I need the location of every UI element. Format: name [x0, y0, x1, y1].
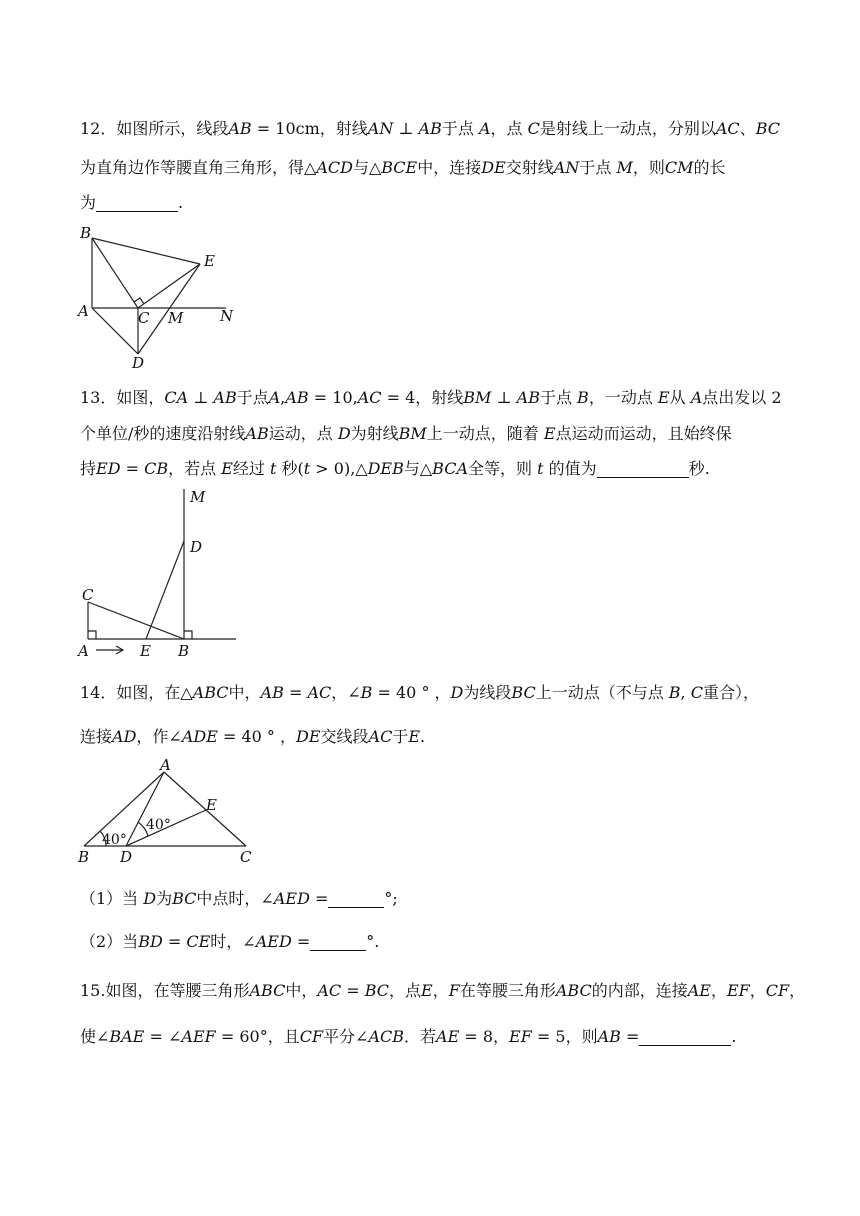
q13-line-3: 持ED = CB，若点 E经过 t 秒(t > 0),△DEB与△BCA全等，则 t 的值为 秒.: [80, 459, 710, 478]
q12-answer-blank[interactable]: [96, 195, 178, 212]
q14-line-2: 连接AD，作∠ADE = 40 ° ，DE交线段AC于E.: [80, 727, 426, 746]
q12-label-a: A: [78, 302, 89, 320]
q14-label-a: A: [160, 756, 171, 774]
q13-label-c: C: [82, 586, 94, 604]
q13-line-2: 个单位/秒的速度沿射线AB运动，点 D为射线BM上一动点，随着 E点运动而运动，且始终保: [80, 424, 732, 443]
q12-line-3: 为 .: [80, 193, 184, 212]
q13-label-b: B: [178, 642, 190, 660]
q12-label-c: C: [138, 309, 150, 327]
q12-label-n: N: [220, 307, 234, 325]
q15-answer-blank[interactable]: [639, 1029, 731, 1046]
q13-figure: [76, 484, 246, 664]
q12-label-m: M: [168, 309, 184, 327]
q14-label-d: D: [120, 848, 133, 866]
q14-label-c: C: [240, 848, 252, 866]
q14-label-e: E: [206, 796, 217, 814]
q14-angle-b: 40°: [102, 832, 127, 848]
q14-part-2: （2）当BD = CE时，∠AED = °.: [80, 932, 380, 951]
q12-figure: [76, 224, 246, 374]
q12-label-e: E: [204, 252, 215, 270]
q15-line-1: 15.如图，在等腰三角形ABC中，AC = BC，点E，F在等腰三角形ABC的内部，连接AE，EF，CF，: [80, 981, 806, 1000]
q14-part-1: （1）当 D为BC中点时，∠AED = °;: [80, 889, 398, 908]
q12-label-b: B: [80, 224, 92, 242]
q14-line-1: 14．如图，在△ABC中，AB = AC，∠B = 40 ° ，D为线段BC上一动点（不与点 B, C重合），: [80, 683, 759, 702]
q14-angle-d: 40°: [146, 817, 171, 833]
q12-line-1: 12．如图所示，线段AB = 10cm，射线AN ⊥ AB于点 A，点 C是射线上一动点，分别以AC、BC: [80, 119, 780, 138]
q15-line-2: 使∠BAE = ∠AEF = 60°，且CF平分∠ACB．若AE = 8，EF = 5，则AB = .: [80, 1027, 737, 1046]
q14-part2-answer-blank[interactable]: [310, 934, 366, 951]
q14-label-b: B: [78, 848, 90, 866]
q13-label-e: E: [140, 642, 151, 660]
q14-part1-answer-blank[interactable]: [328, 891, 384, 908]
q13-label-d: D: [190, 538, 203, 556]
q12-line-2: 为直角边作等腰直角三角形，得△ACD与△BCE中，连接DE交射线AN于点 M，则CM的长: [80, 158, 726, 177]
q13-line-1: 13．如图，CA ⊥ AB于点A,AB = 10,AC = 4，射线BM ⊥ AB于点 B，一动点 E从 A点出发以 2: [80, 388, 782, 407]
q12-label-d: D: [132, 354, 145, 372]
q13-answer-blank[interactable]: [597, 461, 689, 478]
q13-label-a: A: [78, 642, 89, 660]
q14-figure: [76, 758, 266, 868]
q13-label-m: M: [190, 488, 206, 506]
